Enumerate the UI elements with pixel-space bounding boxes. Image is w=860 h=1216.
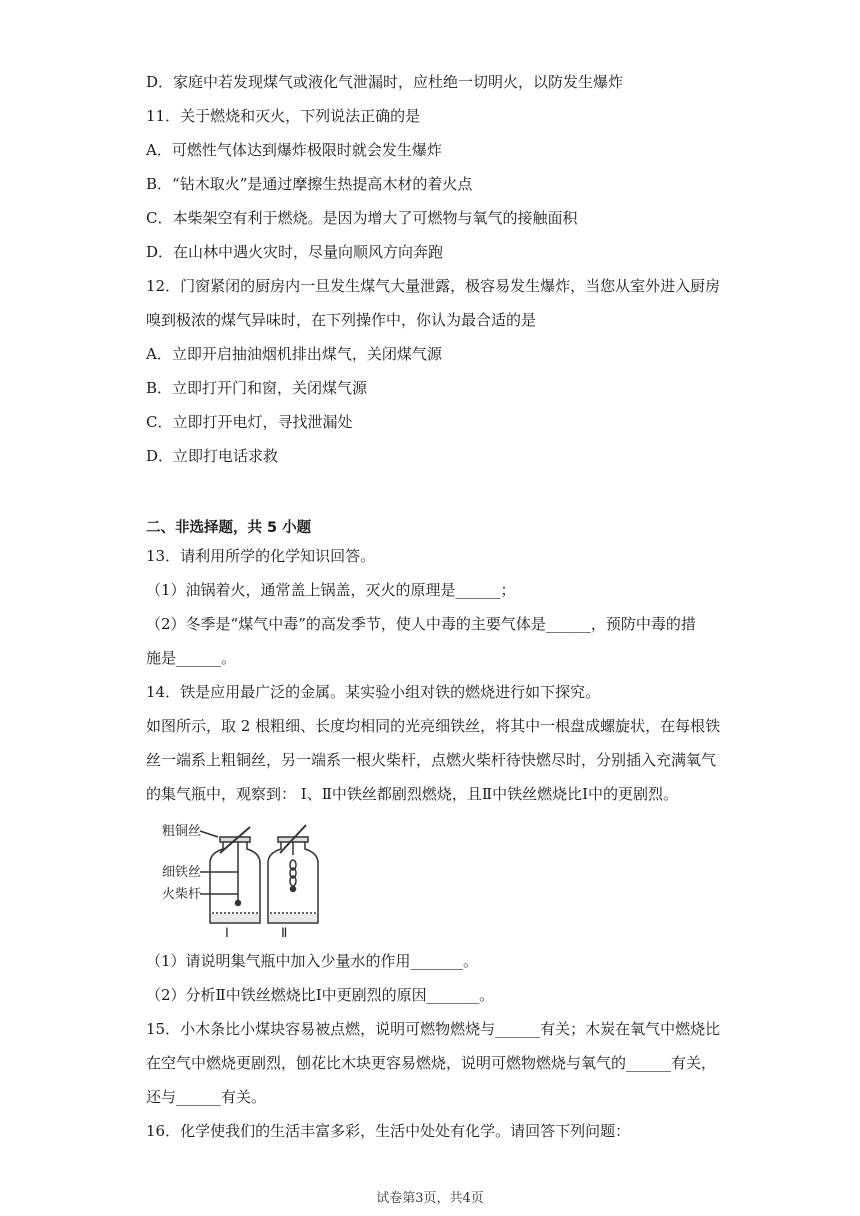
page-footer: 试卷第3页，共4页 [376,1191,484,1206]
section-title: 二、非选择题，共 5 小题 [146,520,312,536]
label-copper-wire: 粗铜丝 [162,823,202,838]
question-15: 15．小木条比小煤块容易被点燃，说明可燃物燃烧与______有关；木炭在氧气中燃烧比 [146,1020,721,1038]
label-match-stick: 火柴杆 [162,886,202,901]
question-14-part-2: （2）分析Ⅱ中铁丝燃烧比Ⅰ中更剧烈的原因_______。 [146,986,495,1004]
option-d-q10: D．家庭中若发现煤气或液化气泄漏时，应杜绝一切明火，以防发生爆炸 [146,73,624,91]
question-15-cont-2: 还与______有关。 [146,1088,267,1106]
question-16: 16．化学使我们的生活丰富多彩，生活中处处有化学。请回答下列问题： [146,1122,631,1140]
question-14-desc-2: 丝一端系上粗铜丝，另一端系一根火柴杆，点燃火柴杆待快燃尽时，分别插入充满氧气 [146,751,717,769]
question-13-part-2: （2）冬季是“煤气中毒”的高发季节，使人中毒的主要气体是______，预防中毒的措 [146,615,696,633]
label-iron-wire: 细铁丝 [162,864,202,879]
option-d-q12: D．立即打电话求救 [146,447,279,465]
option-a-q11: A．可燃性气体达到爆炸极限时就会发生爆炸 [146,141,442,159]
question-14-desc-1: 如图所示，取 2 根粗细、长度均相同的光亮细铁丝，将其中一根盘成螺旋状，在每根铁 [146,717,721,735]
question-13: 13．请利用所学的化学知识回答。 [146,547,376,565]
option-a-q12: A．立即开启抽油烟机排出煤气，关闭煤气源 [146,345,442,363]
option-d-q11: D．在山林中遇火灾时，尽量向顺风方向奔跑 [146,243,444,261]
option-c-q12: C．立即打开电灯，寻找泄漏处 [146,413,353,431]
option-b-q12: B．立即打开门和窗，关闭煤气源 [146,379,368,397]
option-b-q11: B．“钻木取火”是通过摩擦生热提高木材的着火点 [146,175,473,193]
bottles-drawing [160,815,320,940]
question-11: 11．关于燃烧和灭火，下列说法正确的是 [146,107,421,125]
question-12-cont: 嗅到极浓的煤气异味时，在下列操作中，你认为最合适的是 [146,311,537,329]
question-14-part-1: （1）请说明集气瓶中加入少量水的作用_______。 [146,952,479,970]
label-bottle-II: Ⅱ [281,925,288,940]
question-13-part-1: （1）油锅着火，通常盖上锅盖，灭火的原理是______； [146,581,516,599]
iron-combustion-diagram [160,815,320,940]
question-14: 14．铁是应用最广泛的金属。某实验小组对铁的燃烧进行如下探究。 [146,683,601,701]
label-bottle-I: Ⅰ [225,925,229,940]
question-14-desc-3: 的集气瓶中，观察到： Ⅰ、Ⅱ中铁丝都剧烈燃烧，且Ⅱ中铁丝燃烧比Ⅰ中的更剧烈。 [146,785,679,803]
question-15-cont-1: 在空气中燃烧更剧烈，刨花比木块更容易燃烧，说明可燃物燃烧与氧气的______有关， [146,1054,717,1072]
option-c-q11: C．本柴架空有利于燃烧。是因为增大了可燃物与氧气的接触面积 [146,209,578,227]
question-13-part-2-cont: 施是______。 [146,649,237,667]
question-12: 12．门窗紧闭的厨房内一旦发生煤气大量泄露，极容易发生爆炸，当您从室外进入厨房 [146,277,721,295]
